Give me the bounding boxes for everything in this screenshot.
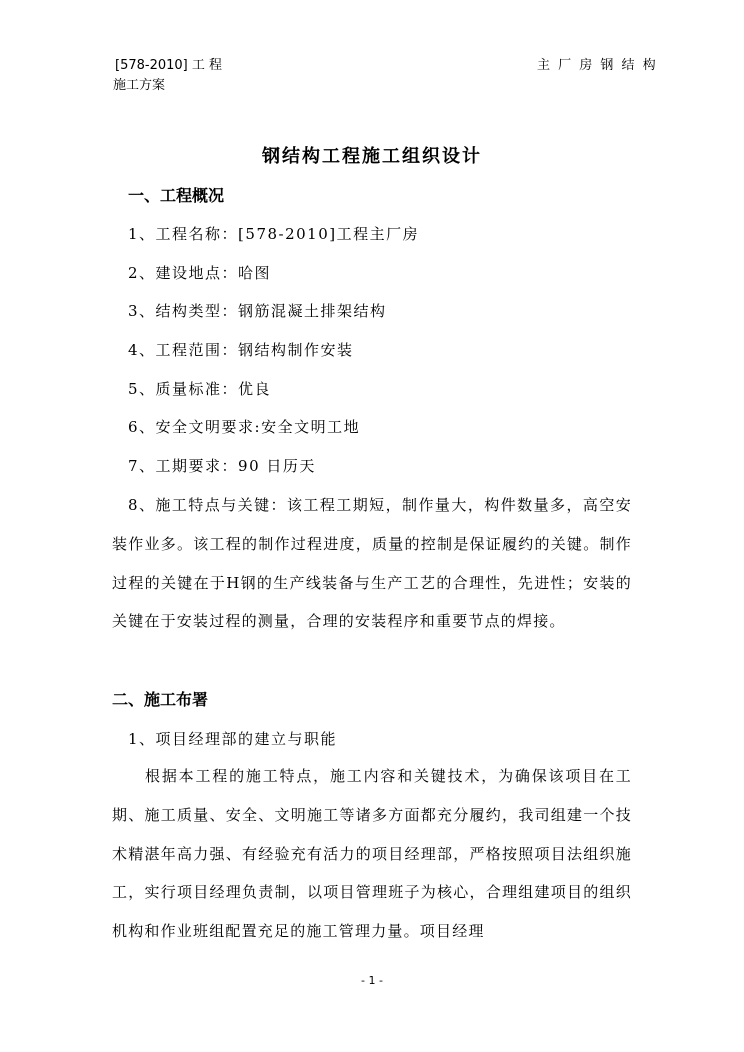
section-heading-deployment: 二、施工布署 — [112, 690, 209, 709]
overview-item-6: 6、安全文明要求:安全文明工地 — [128, 418, 361, 436]
overview-item-1: 1、工程名称：[578-2010]工程主厂房 — [128, 225, 420, 243]
header-project-name: 主 厂 房 钢 结 构 — [537, 58, 658, 73]
overview-item-8-paragraph: 8、施工特点与关键：该工程工期短，制作量大，构件数量多，高空安装作业多。该工程的制作过程进度，质量的控制是保证履约的关键。制作过程的关键在于H钢的生产线装备与生产工艺的合理性，先进性；安装的关键在于安装过程的测量，合理的安装程序和重要节点的焊接。 — [112, 496, 632, 631]
overview-item-7: 7、工期要求：90 日历天 — [128, 457, 316, 475]
overview-item-5: 5、质量标准：优良 — [128, 380, 272, 398]
overview-item-3: 3、结构类型：钢筋混凝土排架结构 — [128, 302, 387, 320]
document-title: 钢结构工程施工组织设计 — [262, 146, 482, 167]
page-number: - 1 - — [361, 974, 383, 987]
section-heading-overview: 一、工程概况 — [128, 186, 225, 205]
overview-item-4: 4、工程范围：钢结构制作安装 — [128, 341, 354, 359]
header-project-code: [578-2010] 工 程 — [115, 58, 222, 73]
deployment-paragraph: 根据本工程的施工特点，施工内容和关键技术，为确保该项目在工期、施工质量、安全、文明施工等诸多方面都充分履约，我司组建一个技术精湛年高力强、有经验充有活力的项目经理部，严格按照项目法组织施工，实行项目经理负责制，以项目管理班子为核心，合理组建项目的组织机构和作业班组配置充足的施工管理力量。项目经理 — [112, 767, 632, 941]
deployment-subheading-1: 1、项目经理部的建立与职能 — [128, 730, 338, 748]
header-doc-type: 施工方案 — [113, 78, 166, 93]
overview-item-2: 2、建设地点：哈图 — [128, 264, 272, 282]
